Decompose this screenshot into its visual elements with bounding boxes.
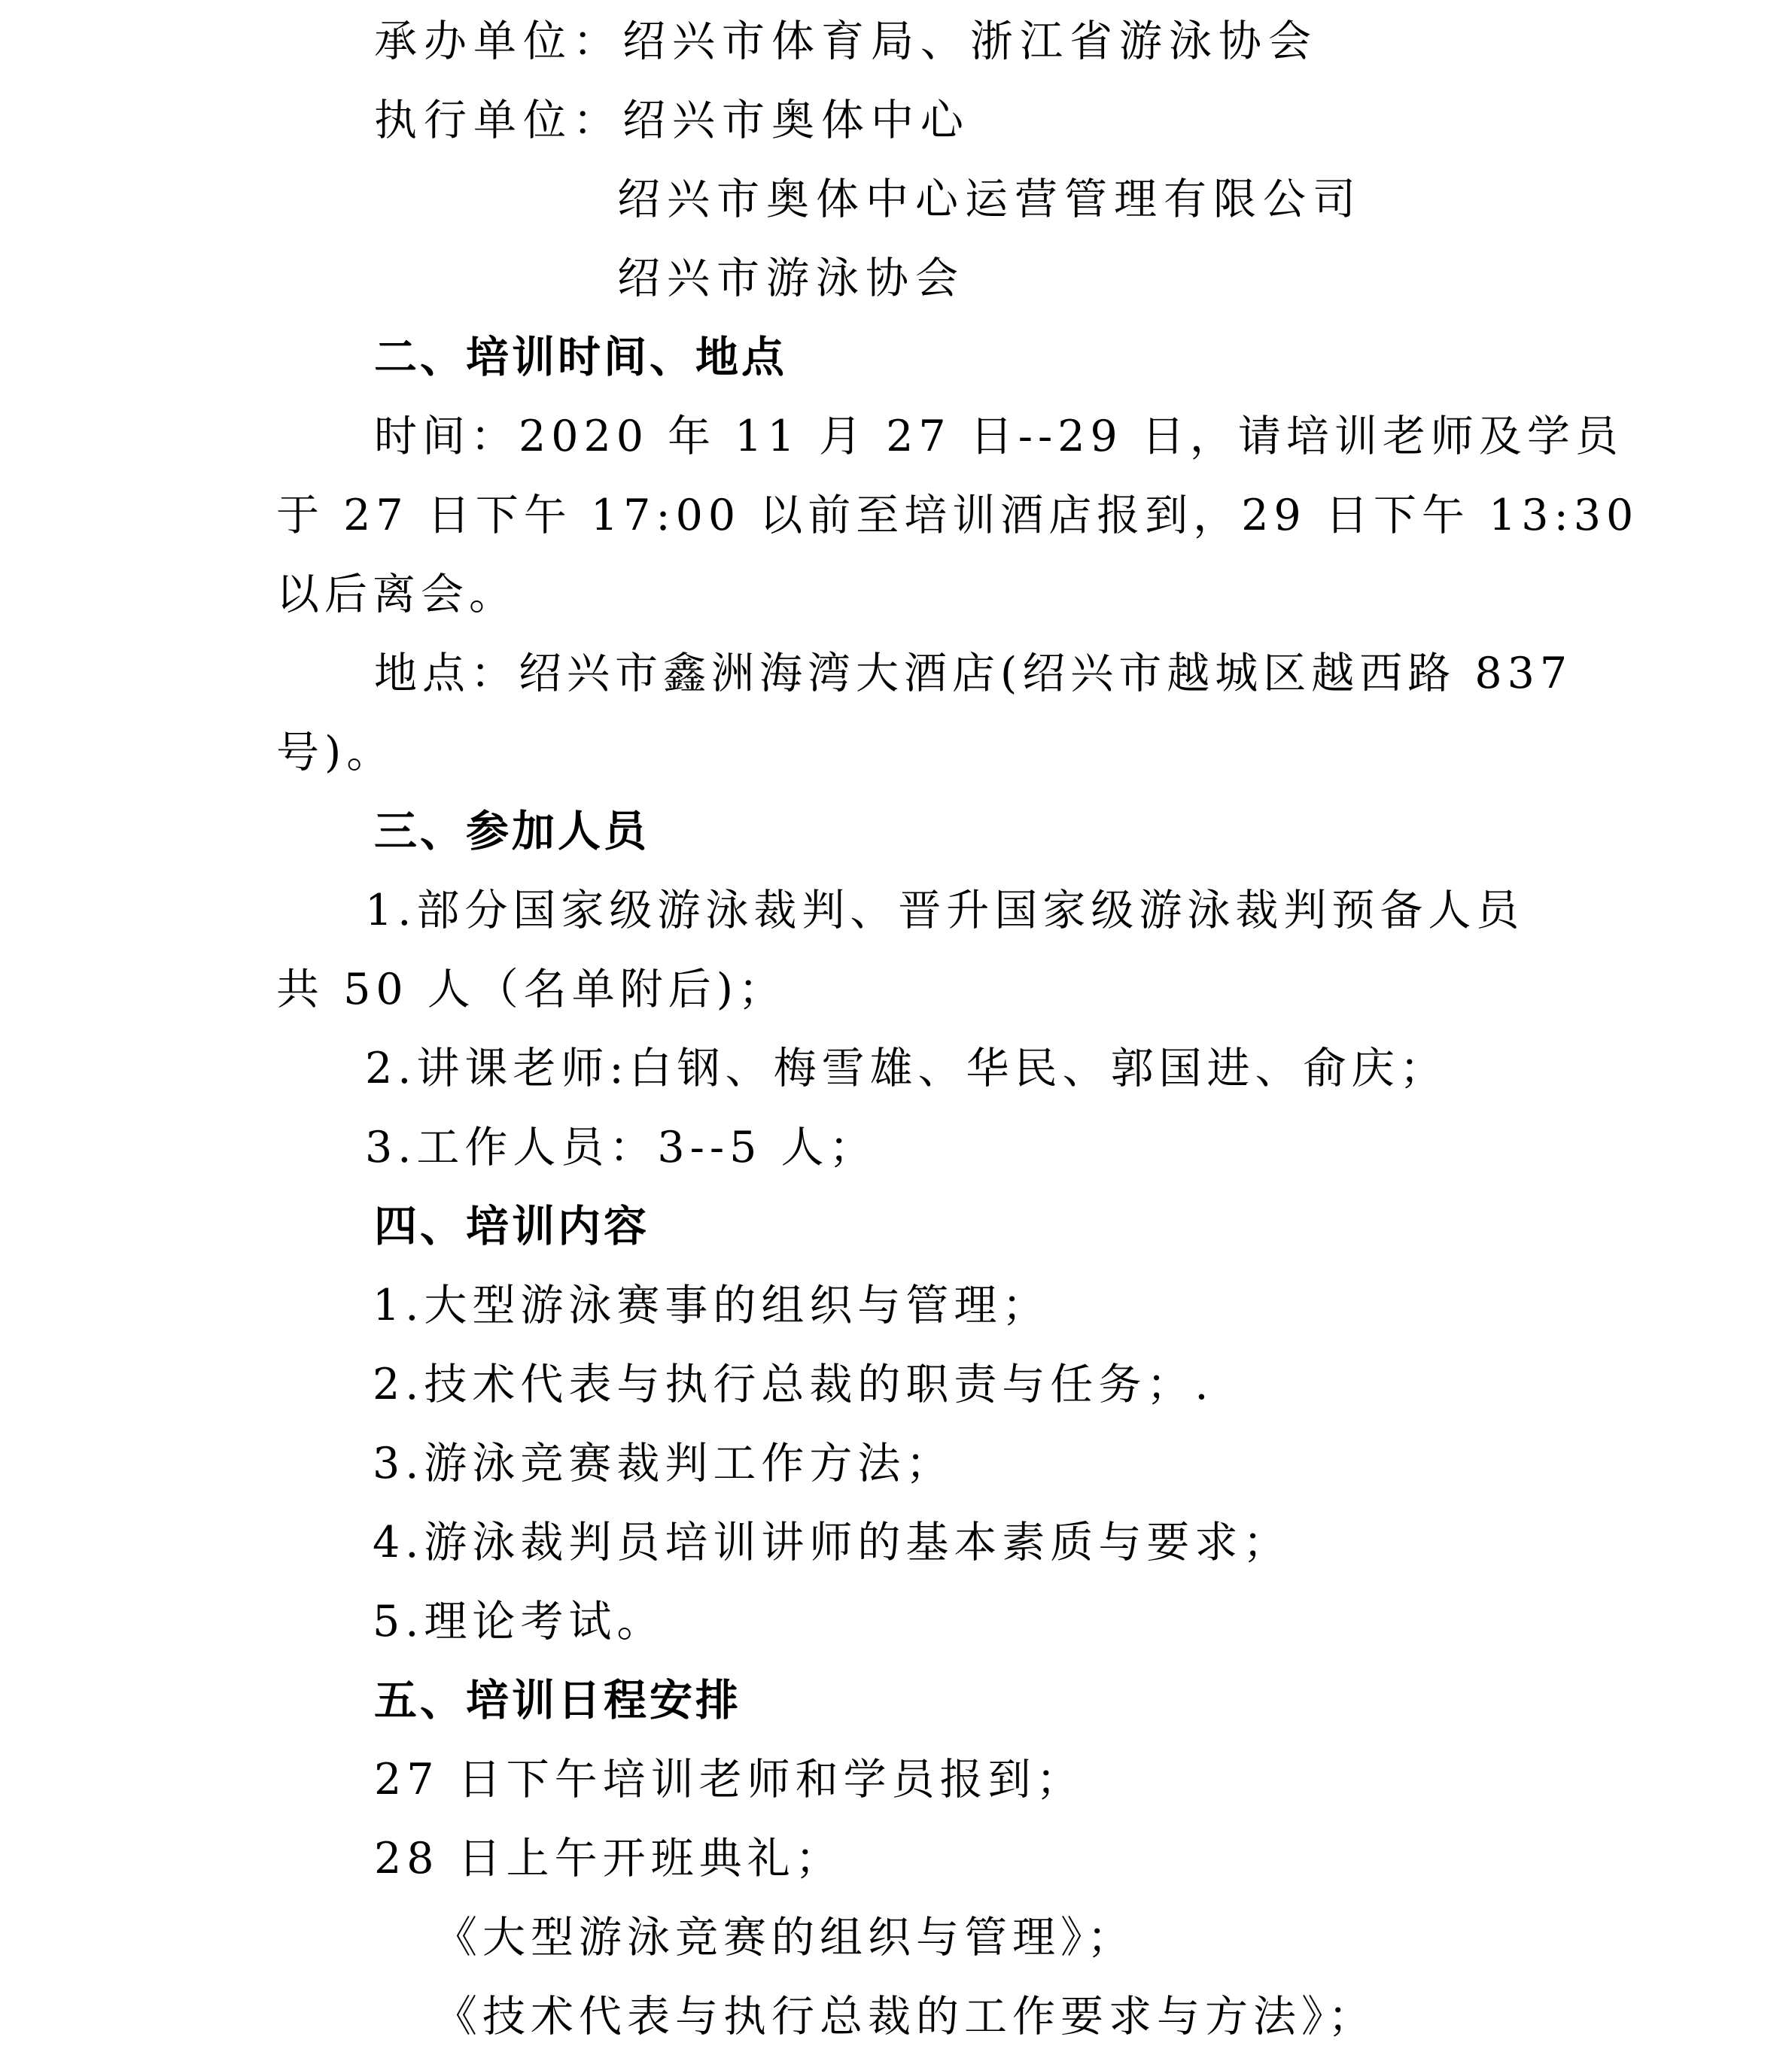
content-item-4: 4.游泳裁判员培训讲师的基本素质与要求； xyxy=(373,1518,1292,1567)
host-unit-value: 绍兴市体育局、浙江省游泳协会 xyxy=(622,17,1318,66)
content-item-1: 1.大型游泳赛事的组织与管理； xyxy=(373,1281,1051,1330)
place-line-1: 地点：绍兴市鑫洲海湾大酒店(绍兴市越城区越西路 837 xyxy=(374,649,1573,698)
participant-item-3: 3.工作人员：3--5 人； xyxy=(365,1123,878,1172)
exec-unit-line xyxy=(374,94,970,147)
participant-item-2: 2.讲课老师:白钢、梅雪雄、华民、郭国进、俞庆； xyxy=(365,1044,1448,1093)
section-3-heading: 三、参加人员 xyxy=(374,807,650,856)
content-item-2: 2.技术代表与执行总裁的职责与任务；. xyxy=(373,1360,1214,1409)
place-line-2: 号)。 xyxy=(276,728,395,777)
content-item-5: 5.理论考试。 xyxy=(373,1597,665,1646)
participant-item-1-line-2: 共 50 人（名单附后)； xyxy=(276,965,787,1014)
time-line-1: 时间：2020 年 11 月 27 日--29 日，请培训老师及学员 xyxy=(374,412,1623,461)
host-unit-line xyxy=(374,15,1318,68)
section-2-heading: 二、培训时间、地点 xyxy=(374,333,787,382)
schedule-line-2: 28 日上午开班典礼； xyxy=(374,1834,844,1883)
exec-unit-value-2: 绍兴市奥体中心运营管理有限公司 xyxy=(617,175,1362,224)
section-5-heading: 五、培训日程安排 xyxy=(374,1676,741,1725)
host-unit-label: 承办单位： xyxy=(374,17,622,66)
exec-unit-value: 绍兴市奥体中心 xyxy=(622,96,970,145)
exec-unit-value-3: 绍兴市游泳协会 xyxy=(617,254,965,303)
participant-item-1-line-1: 1.部分国家级游泳裁判、晋升国家级游泳裁判预备人员 xyxy=(365,886,1525,935)
schedule-course-2: 《技术代表与执行总裁的工作要求与方法》； xyxy=(434,1992,1377,2041)
time-line-3: 以后离会。 xyxy=(276,570,517,619)
content-item-3: 3.游泳竞赛裁判工作方法； xyxy=(373,1439,954,1488)
schedule-course-1: 《大型游泳竞赛的组织与管理》； xyxy=(434,1913,1136,1962)
schedule-line-1: 27 日下午培训老师和学员报到； xyxy=(374,1755,1085,1804)
exec-unit-label: 执行单位： xyxy=(374,96,622,145)
section-4-heading: 四、培训内容 xyxy=(374,1202,650,1251)
time-line-2: 于 27 日下午 17:00 以前至培训酒店报到，29 日下午 13:30 xyxy=(276,491,1639,540)
